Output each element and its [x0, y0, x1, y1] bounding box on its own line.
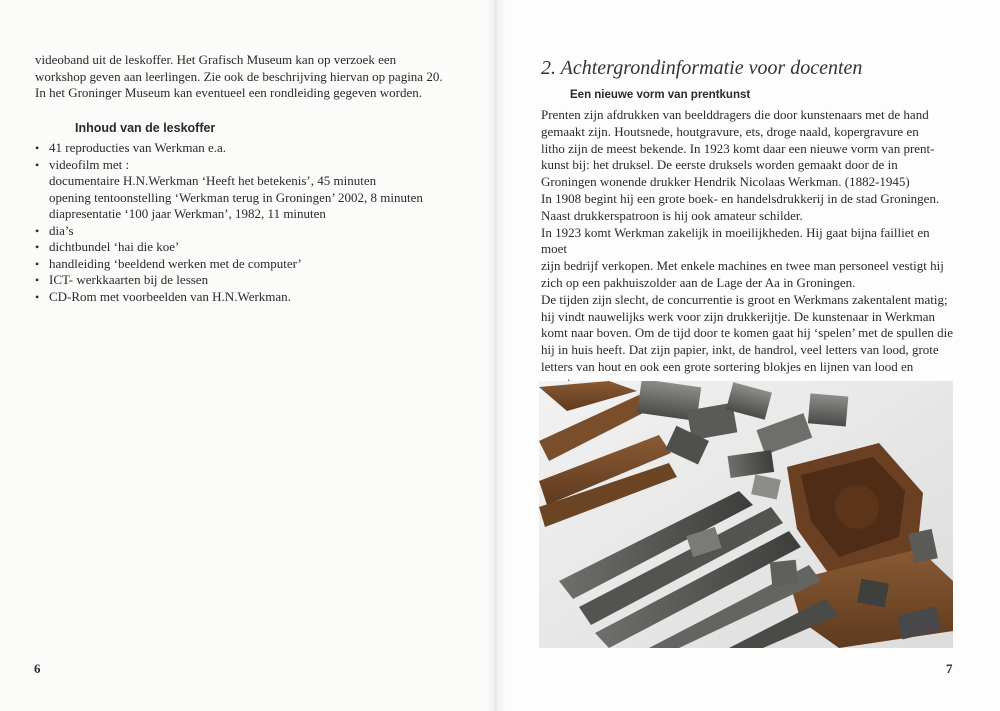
body-line: litho zijn de meest bekende. In 1923 komt daar een nieuwe vorm van prent-: [541, 140, 935, 156]
list-item-text: videofilm met :: [49, 156, 130, 172]
video-sub-item: opening tentoonstelling ‘Werkman terug in Groningen’ 2002, 8 minuten: [49, 189, 423, 205]
list-item: [35, 289, 455, 306]
list-item: [35, 223, 455, 240]
list-item-text: CD-Rom met voorbeelden van H.N.Werkman.: [49, 288, 291, 304]
body-line: In 1923 komt Werkman zakelijk in moeilijkheden. Hij gaat bijna failliet en moet: [541, 224, 930, 257]
list-item-text: ICT- werkkaarten bij de lessen: [49, 272, 209, 287]
leskoffer-list-rest: [35, 223, 455, 306]
body-line: gemaakt zijn. Houtsnede, houtgravure, ets, droge naald, kopergravure en: [541, 123, 919, 139]
intro-line: workshop geven aan leerlingen. Zie ook de beschrijving hiervan op pagina 20.: [35, 68, 443, 84]
video-sub-item: diapresentatie ‘100 jaar Werkman’, 1982, 11 minuten: [49, 206, 326, 221]
list-item-text: 41 reproducties van Werkman e.a.: [49, 140, 227, 155]
left-page-text: [35, 52, 455, 305]
body-line: Groningen wonende drukker Hendrik Nicolaas Werkman. (1882-1945): [541, 174, 910, 190]
leskoffer-heading: Inhoud van de leskoffer: [75, 120, 216, 135]
body-line: hij vindt nauwelijks werk voor zijn drukkerijtje. De kunstenaar in Werkman: [541, 308, 936, 324]
metal-and-wood-type-photo: [539, 381, 953, 648]
leskoffer-list: [35, 140, 455, 173]
section-subheading: Een nieuwe vorm van prentkunst: [570, 89, 751, 101]
intro-line: videoband uit de leskoffer. Het Grafisch Museum kan op verzoek een: [35, 52, 397, 67]
video-sub-item: documentaire H.N.Werkman ‘Heeft het betekenis’, 45 minuten: [49, 173, 377, 188]
bullet-icon: •: [35, 240, 40, 254]
body-line: kunst bij: het druksel. De eerste druksels worden gemaakt door de in: [541, 157, 898, 173]
list-item-text: dia’s: [49, 222, 74, 238]
bullet-icon: •: [35, 273, 40, 287]
body-line: letters van hout en ook een grote sortering blokjes en lijnen van lood en: [541, 358, 914, 374]
body-line: Prenten zijn afdrukken van beelddragers die door kunstenaars met de hand: [541, 107, 929, 122]
body-line: hij in huis heeft. Dat zijn papier, inkt, de handrol, veel letters van lood, grote: [541, 342, 939, 358]
book-gutter: [486, 0, 506, 711]
list-item: [35, 157, 455, 174]
body-line: In 1908 begint hij een grote boek- en handelsdrukkerij in de stad Groningen.: [541, 190, 940, 206]
section-title: 2. Achtergrondinformatie voor docenten: [541, 57, 863, 79]
bullet-icon: •: [35, 289, 40, 304]
bullet-icon: •: [35, 223, 40, 238]
body-line: zijn bedrijf verkopen. Met enkele machines en twee man personeel vestigt hij: [541, 258, 944, 274]
list-item: [35, 256, 455, 273]
list-item: [35, 140, 455, 157]
list-item: [35, 239, 455, 256]
list-item: [35, 272, 455, 289]
bullet-icon: •: [35, 141, 40, 155]
list-item-text: dichtbundel ‘hai die koe’: [49, 239, 180, 254]
page-number-left: 6: [34, 661, 41, 676]
body-line: zich op een pakhuiszolder aan de Lage der Aa in Groningen.: [541, 274, 856, 290]
list-item-text: handleiding ‘beeldend werken met de computer’: [49, 255, 302, 271]
intro-line: In het Groninger Museum kan eventueel een rondleiding gegeven worden.: [35, 85, 422, 100]
body-line: De tijden zijn slecht, de concurrentie is groot en Werkmans zakentalent matig;: [541, 291, 948, 307]
left-page: [0, 0, 496, 711]
page-number-right: 7: [946, 661, 953, 676]
bullet-icon: •: [35, 256, 40, 271]
right-page-text: [541, 107, 956, 409]
body-line: Naast drukkerspatroon is hij ook amateur schilder.: [541, 207, 803, 223]
bullet-icon: •: [35, 157, 40, 172]
body-line: komt naar boven. Om de tijd door te komen gaat hij ‘spelen’ met de spullen die: [541, 325, 954, 341]
